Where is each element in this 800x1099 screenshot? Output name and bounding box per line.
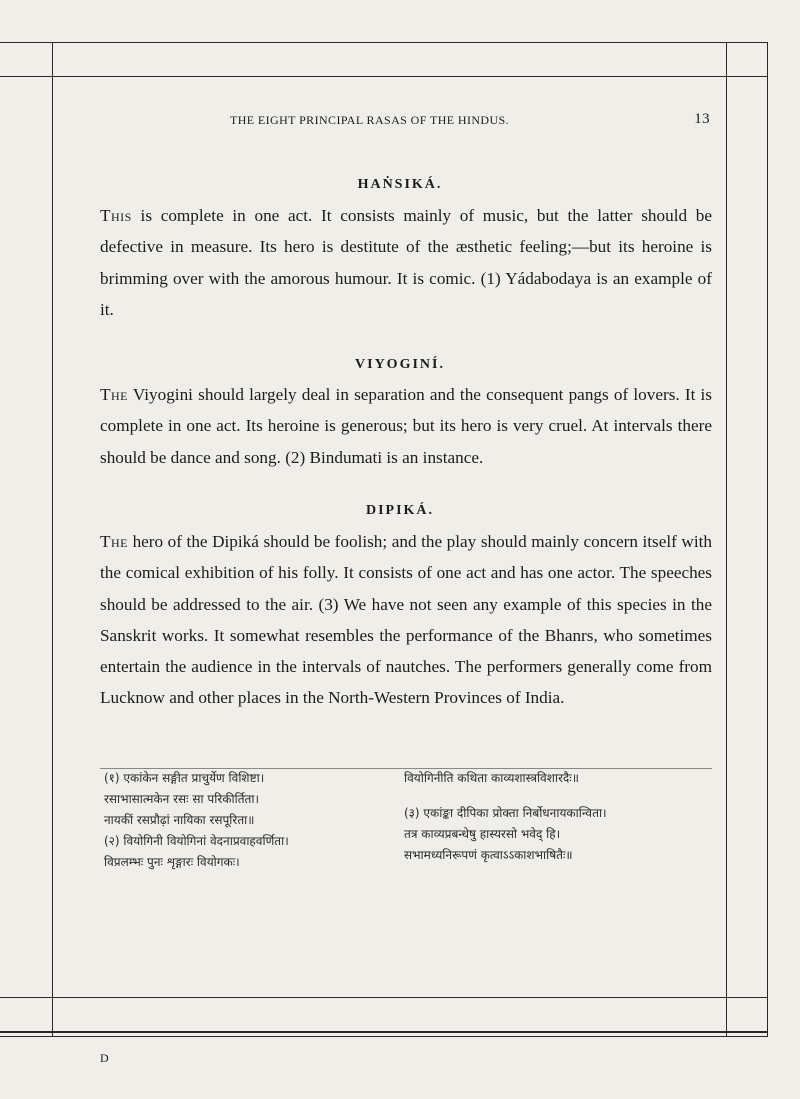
frame-bottom-rule — [0, 997, 768, 998]
section-first-word: The — [100, 385, 128, 404]
section-text: Viyogini should largely deal in separation and the consequent pangs of lovers. It is complete in one act. Its heroine is generous; but its hero is very cruel. At intervals there should be dance and song. (2) Bindumati is an instance. — [100, 385, 712, 467]
section-text: is complete in one act. It consists mainly of music, but the latter should be defective in measure. Its hero is destitute of the æsthetic feeling;—but its heroine is brimming over with the amorous humour. It is comic. (1) Yádabodaya is an example of it. — [100, 206, 712, 319]
footnotes-left — [104, 768, 289, 873]
section-title-hansika: HAṄSIKÁ. — [357, 177, 443, 192]
footnote-line: विप्रलम्भः पुनः शृङ्गारः वियोगकः। — [104, 855, 240, 869]
section-first-word: This — [100, 206, 132, 225]
section-text: hero of the Dipiká should be foolish; and the play should mainly concern itself with the comical exhibition of his folly. It consists of one act and has one actor. The speeches should be addressed to the air. (3) We have not seen any example of this species in the Sanskrit works. It somewhat resembles the performance of the Bhanrs, who sometimes entertain the audience in the intervals of nautches. The performers generally come from Lucknow and other places in the North-Western Provinces of India. — [100, 532, 712, 708]
frame-top-rule-2 — [0, 76, 768, 77]
section-body-hansika — [100, 200, 712, 325]
footnote-line: रसाभासात्मकेन रसः सा परिकीर्तिता। — [104, 792, 260, 806]
section-body-dipika — [100, 526, 712, 714]
footnotes-right — [404, 768, 607, 866]
footnote-line: सभामध्यनिरूपणं कृत्वाऽऽकाशभाषितैः॥ — [404, 848, 573, 862]
frame-bottom-rule-2 — [0, 1031, 768, 1033]
section-body-viyogini — [100, 379, 712, 473]
section-first-word: The — [100, 532, 128, 551]
footnote-line: (२) वियोगिनी वियोगिनां वेदनाप्रवाहवर्णिता। — [104, 834, 289, 848]
running-title: THE EIGHT PRINCIPAL RASAS OF THE HINDUS. — [230, 113, 510, 127]
footnote-line: तत्र काव्यप्रबन्धेषु हास्यरसो भवेद् हि। — [404, 827, 561, 841]
section-title-dipika: DIPIKÁ. — [365, 503, 435, 518]
frame-top-rule — [0, 42, 768, 43]
footnote-line: (३) एकांङ्का दीपिका प्रोक्ता निर्बोधनायकान्विता। — [404, 806, 607, 820]
page-number: 13 — [694, 111, 710, 127]
footnote-line: वियोगिनीति कथिता काव्यशास्त्रविशारदैः॥ — [404, 771, 579, 785]
frame-bottom-rule-3 — [0, 1036, 768, 1037]
footnote-line: नायकीं रसप्रौढ़ां नायिका रसपूरिता॥ — [104, 813, 255, 827]
signature-mark: D — [100, 1051, 109, 1065]
section-title-viyogini: VIYOGINÍ. — [355, 357, 445, 372]
footnote-line: (१) एकांकेन सङ्गीत प्राचुर्येण विशिष्टा। — [104, 771, 265, 785]
